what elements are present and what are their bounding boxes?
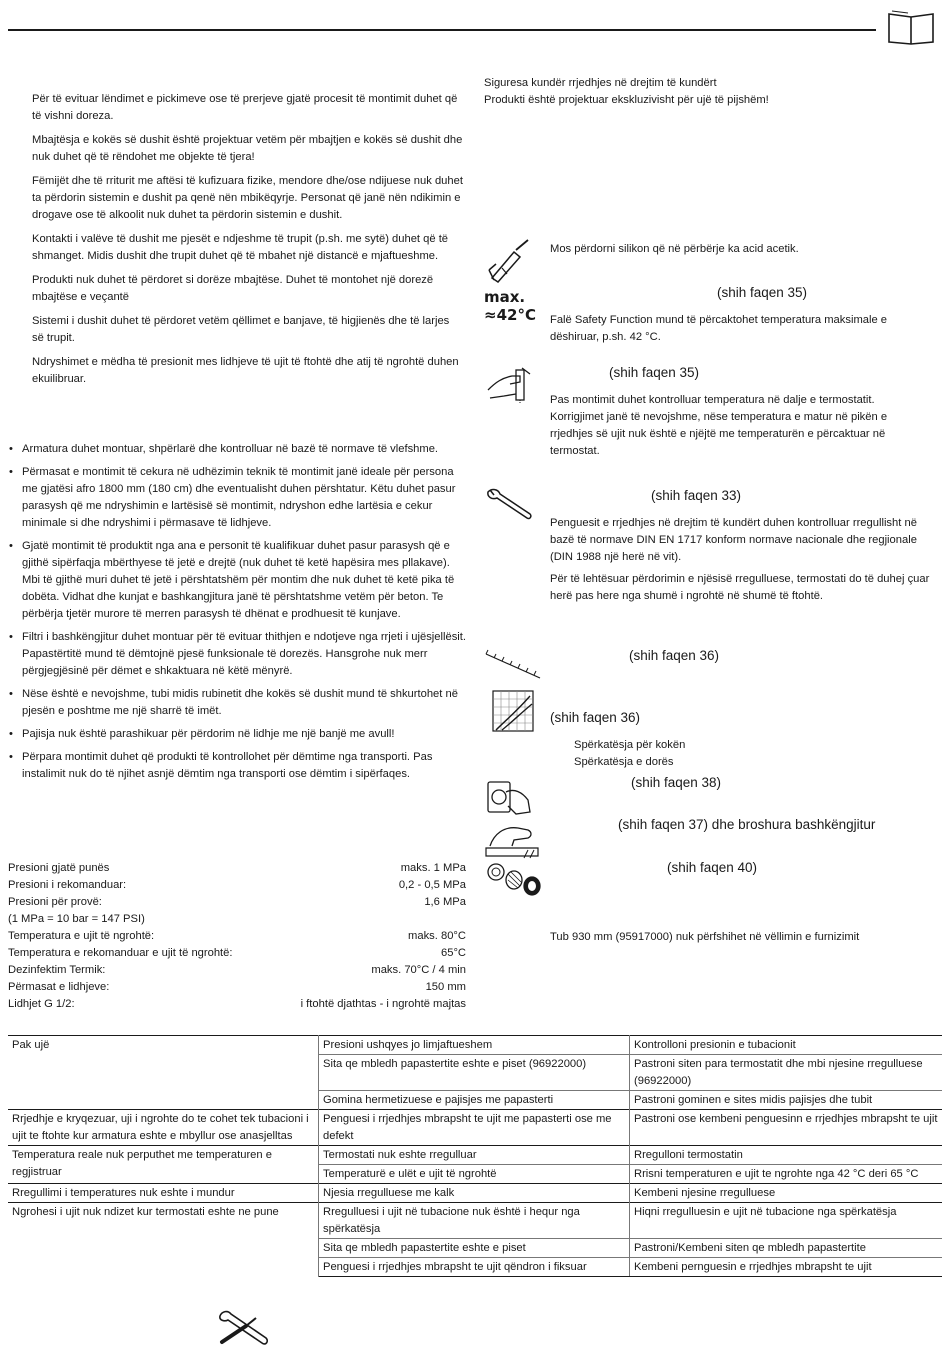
safety-note: Mbajtësja e kokës së dushit është projektuar vetëm për mbajtjen e kokës së dushit dhe nuk duhet që të rëndohet me objekte të tjera!: [32, 134, 463, 163]
problem-cell: Ngrohesi i ujit nuk ndizet kur termostati eshte ne pune: [8, 1203, 319, 1277]
tools-icon: [216, 1308, 272, 1348]
spec-row: Lidhjet G 1/2: i ftohtë djathtas - i ngrohtë majtas: [8, 998, 466, 1010]
tube-note: Tub 930 mm (95917000) nuk përfshihet në vëllimin e furnizimit: [550, 931, 860, 943]
remedy-cell: Rrisni temperaturen e ujit te ngrohte nga 42 °C deri 65 °C: [630, 1165, 943, 1184]
dimension-drawing-icon: [484, 648, 542, 684]
safety-note: Kontakti i valëve të dushit me pjesët e ndjeshme të trupit (p.sh. me sytë) duhet që të shmanget. Midis dushit dhe trupit duhet që të mbahet një distancë e mjaftueshme.: [32, 233, 449, 262]
cause-cell: Penguesi i rrjedhjes mbrapsht te ujit qëndron i fiksuar: [319, 1258, 630, 1277]
spec-row: Temperatura e rekomanduar e ujit të ngrohtë: 65°C: [8, 947, 466, 959]
filter-parts-icon: [484, 858, 542, 898]
page-reference: (shih faqen 40): [667, 860, 758, 875]
spray-hand-item: Spërkatësja e dorës: [574, 756, 674, 768]
cause-cell: Temperaturë e ulët e ujit të ngrohtë: [319, 1165, 630, 1184]
spec-row: Temperatura e ujit të ngrohtë: maks. 80°C: [8, 930, 466, 942]
remedy-cell: Kembeni njesine rregulluese: [630, 1184, 943, 1203]
remedy-cell: Hiqni rregulluesin e ujit në tubacione nga spërkatësja: [630, 1203, 943, 1239]
flow-diagram-icon: [492, 690, 534, 732]
cause-cell: Penguesi i rrjedhjes mbrapsht te ujit me papasterti ose me defekt: [319, 1110, 630, 1146]
installation-notes: [8, 441, 470, 789]
remedy-cell: Pastroni/Kembeni siten qe mbledh papastertite: [630, 1239, 943, 1258]
installation-note: • Filtri i bashkëngjitur duhet montuar për të evituar thithjen e ndotjeve nga rrjeti i ujësjellësit. Papastërtitë mund të dëmtojnë pjesë funksionale të dorezës. Hansgrohe nuk merr përgjegjësinë për dëmet e shkaktuara në këtë mënyrë.: [9, 631, 467, 677]
check-valve-note: Penguesit e rrjedhjes në drejtim të kundërt duhen kontrolluar rregullisht në bazë të normave DIN EN 1717 konform normave nacionale dhe regjionale (DIN 1988 një herë në vit).: [550, 517, 917, 563]
thermostat-check-note: Pas montimit duhet kontrolluar temperatura në dalje e termostatit. Korrigjimet janë të nevojshme, nëse temperatura e matur në pikën e rrjedhjes së ujit nuk është e njëjtë me temperaturën e përcaktuar në termostat.: [550, 394, 888, 457]
installation-note: • Përmasat e montimit të cekura në udhëzimin teknik të montimit janë ideale për persona me gjatësi afro 1800 mm (180 cm) dhe eventualisht duhen përshtatur. Këtu duhet pasur parasysh që me ndryshimin e lartësisë së montimit, ndryshon edhe lartësia e cekur minimale si dhe ndryshimi i përmasave të lidhjeve.: [9, 466, 456, 529]
table-row: [8, 1036, 942, 1055]
installation-note: • Përpara montimit duhet që produkti të kontrollohet për dëmtime nga transporti. Pas instalimit nuk do të njihet asnjë dëmtim nga transporti ose dëmtim i sipërfaqes.: [9, 751, 433, 780]
safety-note: Sistemi i dushit duhet të përdoret vetëm qëllimet e banjave, të higjienës dhe të larjes së trupit.: [32, 315, 450, 344]
table-row: [8, 1110, 942, 1146]
problem-cell: Rrjedhje e kryqezuar, uji i ngrohte do te cohet tek tubacioni i ujit te ftohte kur armatura eshte e mbyllur ose anasjelltas: [8, 1110, 319, 1146]
installation-note: • Gjatë montimit të produktit nga ana e personit të kualifikuar duhet pasur parasysh që e gjithë sipërfaqja mbërthyese të jetë e drejtë (nuk duhet të ketë hapësira mes pllakave). Mbi të gjithë muri duhet të jetë i përshtatshëm për montim dhe nuk duhet të ketë pika të dobëta. Vidhat dhe kunjat e bashkangjitura janë të përshtatshme vetëm për beton. Te përbërja tjetër murore të merren parasysh të dhënat e prodhuesit të kunjave.: [9, 540, 455, 620]
page-reference: (shih faqen 33): [651, 488, 742, 503]
spec-row: Përmasat e lidhjeve: 150 mm: [8, 981, 466, 993]
safety-note: Fëmijët dhe të rriturit me aftësi të kufizuara fizike, mendore dhe/ose ndijuese nuk duhet ta përdorin sistemin e dushit pa qenë nën mbikëqyrje. Personat që janë nën ndikimin e drogave ose të alkoolit nuk duhet ta përdorin sistemin e dushit.: [32, 175, 463, 221]
table-row: [8, 1203, 942, 1239]
cause-cell: Gomina hermetizuese e pajisjes me papasterti: [319, 1091, 630, 1110]
cause-cell: Presioni ushqyes jo limjaftueshem: [319, 1036, 630, 1055]
installation-note: • Armatura duhet montuar, shpërlarë dhe kontrolluar në bazë të normave të vlefshme.: [9, 443, 439, 455]
hand-thermometer-icon: [486, 364, 534, 404]
spray-head-item: Spërkatësja për kokën: [574, 739, 686, 751]
safety-note: Produkti nuk duhet të përdoret si dorëze mbajtëse. Duhet të montohet një dorezë mbajtëse e veçantë: [32, 274, 434, 303]
silicone-gun-icon: [486, 238, 532, 284]
drinking-water-note: Produkti është projektuar ekskluzivisht për ujë të pijshëm!: [484, 94, 769, 106]
table-row: [8, 1146, 942, 1165]
table-row: [8, 1184, 942, 1203]
regulator-note: Për të lehtësuar përdorimin e njësisë rregulluese, termostati do të duhej çuar herë pas here nga shumë i ngrohtë në shumë të ftohtë.: [550, 573, 930, 602]
backflow-block: [484, 75, 924, 109]
page-reference: (shih faqen 36): [550, 710, 641, 725]
problem-cell: Pak ujë: [8, 1036, 319, 1110]
remedy-cell: Pastroni siten para termostatit dhe mbi njesine rregulluese (96922000): [630, 1055, 943, 1091]
remedy-cell: Pastroni gominen e sites midis pajisjes dhe tubit: [630, 1091, 943, 1110]
cause-cell: Sita qe mbledh papastertite eshte e piset: [319, 1239, 630, 1258]
cause-cell: Njesia rregulluese me kalk: [319, 1184, 630, 1203]
problem-cell: Temperatura reale nuk perputhet me temperaturen e regjistruar: [8, 1146, 319, 1184]
spec-row: Presioni i rekomanduar: 0,2 - 0,5 MPa: [8, 879, 466, 891]
remedy-cell: Pastroni ose kembeni penguesinn e rrjedhjes mbrapsht te ujit: [630, 1110, 943, 1146]
cause-cell: Termostati nuk eshte rregulluar: [319, 1146, 630, 1165]
backflow-note: Siguresa kundër rrjedhjes në drejtim të kundërt: [484, 77, 717, 89]
installation-note: • Pajisja nuk është parashikuar për përdorim në lidhje me një banjë me avull!: [9, 728, 395, 740]
remedy-cell: Kembeni pernguesin e rrjedhjes mbrapsht te ujit: [630, 1258, 943, 1277]
safety-function-note: Falë Safety Function mund të përcaktohet temperatura maksimale e dëshiruar, p.sh. 42 °C.: [550, 314, 888, 343]
spec-row: Presioni gjatë punës maks. 1 MPa: [8, 862, 466, 874]
knob-turn-icon: [486, 778, 534, 818]
remedy-cell: Kontrolloni presionin e tubacionit: [630, 1036, 943, 1055]
safety-notes: [32, 91, 464, 395]
wrench-icon: [484, 486, 536, 522]
spec-row: (1 MPa = 10 bar = 147 PSI): [8, 913, 145, 925]
page-reference: (shih faqen 37) dhe broshura bashkëngjitur: [618, 817, 876, 832]
header-rule: [8, 29, 876, 31]
page-reference: (shih faqen 38): [631, 775, 722, 790]
spray-list: [574, 737, 874, 771]
technical-data-table: [8, 860, 466, 1013]
cause-cell: Sita qe mbledh papastertite eshte e piset (96922000): [319, 1055, 630, 1091]
remedy-cell: Rregulloni termostatin: [630, 1146, 943, 1165]
page-reference: (shih faqen 35): [717, 285, 808, 300]
page-reference: (shih faqen 35): [609, 365, 700, 380]
silicone-note: Mos përdorni silikon që në përbërje ka acid acetik.: [550, 243, 799, 255]
problem-cell: Rregullimi i temperatures nuk eshte i mundur: [8, 1184, 319, 1203]
spec-row: Dezinfektim Termik: maks. 70°C / 4 min: [8, 964, 466, 976]
cause-cell: Rregulluesi i ujit në tubacione nuk është i hequr nga spërkatësja: [319, 1203, 630, 1239]
max-temperature-label: max. ≈42°C: [484, 288, 536, 324]
safety-note: Për të evituar lëndimet e pickimeve ose të prerjeve gjatë procesit të montimit duhet që të vishni doreza.: [32, 93, 458, 122]
safety-note: Ndryshimet e mëdha të presionit mes lidhjeve të ujit të ftohtë dhe atij të ngrohtë duhen ekuilibruar.: [32, 356, 459, 385]
spec-row: Presioni për provë: 1,6 MPa: [8, 896, 466, 908]
cleaning-hand-icon: [484, 820, 542, 860]
page-reference: (shih faqen 36): [629, 648, 720, 663]
manual-book-icon: [886, 10, 936, 46]
troubleshooting-table: [8, 1035, 942, 1277]
installation-note: • Nëse është e nevojshme, tubi midis rubinetit dhe kokës së dushit mund të shkurtohet në pjesën e poshtme me një sharrë të imët.: [9, 688, 458, 717]
